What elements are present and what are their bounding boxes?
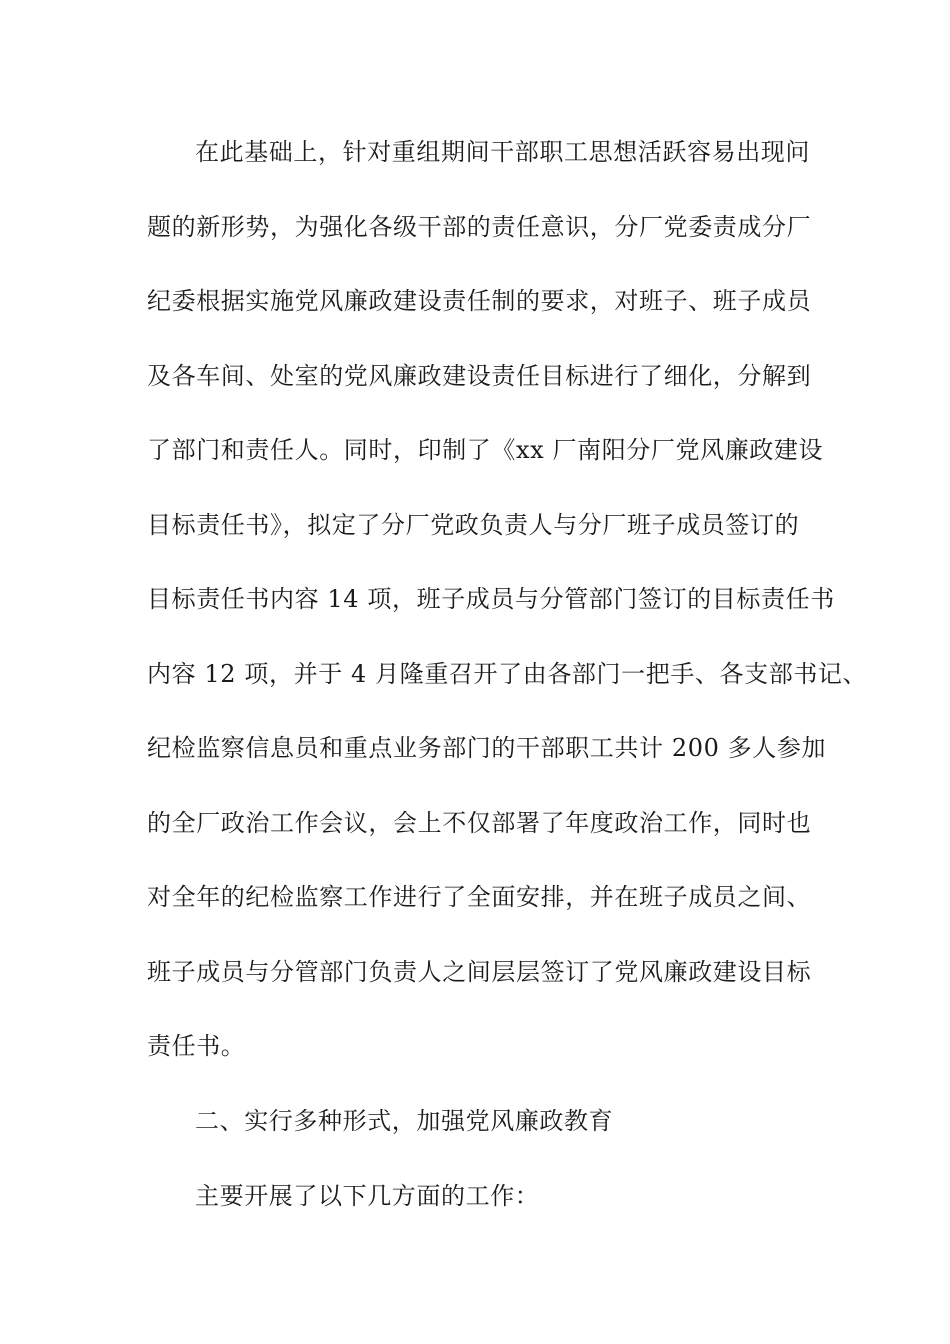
paragraph-line: 在此基础上，针对重组期间干部职工思想活跃容易出现问 xyxy=(195,138,810,166)
paragraph-line: 了部门和责任人。同时，印制了《xx 厂南阳分厂党风廉政建设 xyxy=(147,436,824,464)
paragraph-line: 目标责任书》，拟定了分厂党政负责人与分厂班子成员签订的 xyxy=(147,511,800,539)
paragraph-line: 及各车间、处室的党风廉政建设责任目标进行了细化，分解到 xyxy=(147,362,812,390)
paragraph-line: 题的新形势，为强化各级干部的责任意识，分厂党委责成分厂 xyxy=(147,213,812,241)
paragraph-line: 的全厂政治工作会议，会上不仅部署了年度政治工作，同时也 xyxy=(147,809,812,837)
paragraph-line: 对全年的纪检监察工作进行了全面安排，并在班子成员之间、 xyxy=(147,883,812,911)
paragraph-line: 责任书。 xyxy=(147,1032,246,1060)
paragraph-line: 主要开展了以下几方面的工作： xyxy=(195,1182,540,1210)
paragraph-line: 纪检监察信息员和重点业务部门的干部职工共计 200 多人参加 xyxy=(147,734,827,762)
paragraph-line: 班子成员与分管部门负责人之间层层签订了党风廉政建设目标 xyxy=(147,958,812,986)
paragraph-line: 内容 12 项，并于 4 月隆重召开了由各部门一把手、各支部书记、 xyxy=(147,660,868,688)
paragraph-line: 纪委根据实施党风廉政建设责任制的要求，对班子、班子成员 xyxy=(147,287,812,315)
paragraph-line: 目标责任书内容 14 项，班子成员与分管部门签订的目标责任书 xyxy=(147,585,835,613)
section-heading: 二、实行多种形式，加强党风廉政教育 xyxy=(195,1107,614,1135)
